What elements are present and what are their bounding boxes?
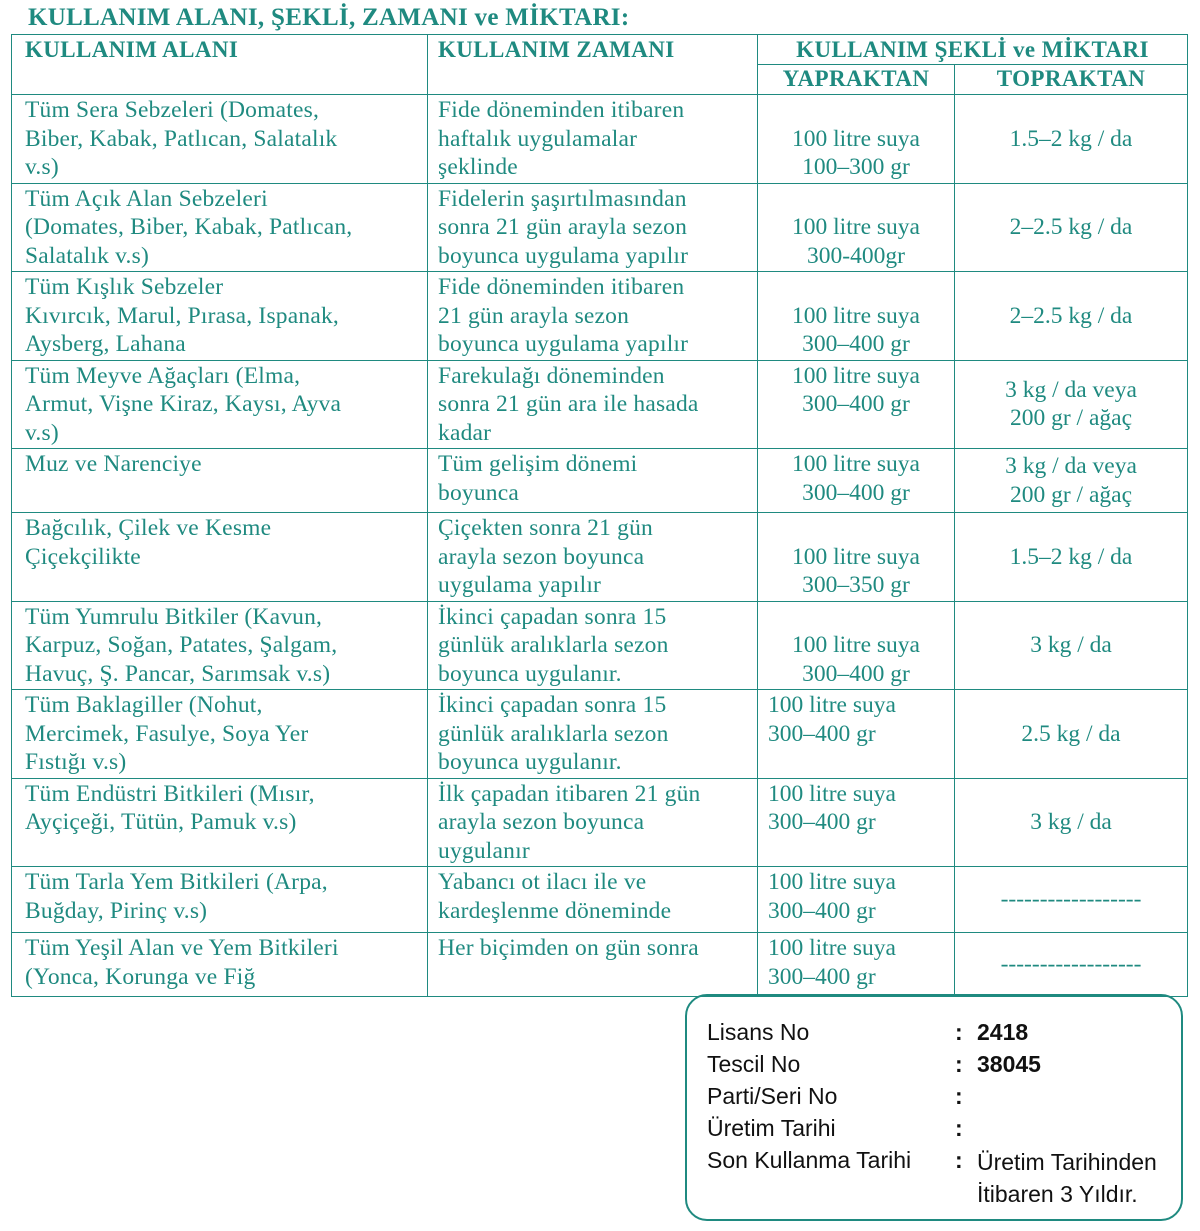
cell-soil-dose: 1.5–2 kg / da (955, 513, 1188, 602)
cell-usage-time: Yabancı ot ilacı ile ve kardeşlenme döneminde (428, 867, 758, 933)
cell-usage-time: Fide döneminden itibaren haftalık uygulamalar şeklinde (428, 95, 758, 184)
cell-usage-time: Fide döneminden itibaren 21 gün arayla sezon boyunca uygulama yapılır (428, 272, 758, 361)
cell-leaf-dose: 100 litre suya 300–400 gr (758, 272, 955, 361)
table-row (12, 183, 1188, 272)
table-body (12, 95, 1188, 997)
table-row (12, 360, 1188, 449)
cell-leaf-dose: 100 litre suya 300–400 gr (758, 690, 955, 779)
license-colon: : (955, 1115, 963, 1141)
cell-usage-time: İlk çapadan itibaren 21 gün arayla sezon boyunca uygulanır (428, 778, 758, 867)
table-row (12, 449, 1188, 513)
cell-soil-dose: 3 kg / da veya 200 gr / ağaç (955, 360, 1188, 449)
table-row (12, 690, 1188, 779)
table-row (12, 867, 1188, 933)
table-header (12, 35, 1188, 95)
cell-usage-area: Tüm Meyve Ağaçları (Elma, Armut, Vişne Kiraz, Kaysı, Ayva v.s) (12, 360, 428, 449)
license-label: Lisans No (707, 1019, 810, 1045)
license-value: 38045 (977, 1051, 1041, 1077)
table-row (12, 778, 1188, 867)
cell-usage-area: Tüm Sera Sebzeleri (Domates, Biber, Kabak, Patlıcan, Salatalık v.s) (12, 95, 428, 184)
header-leaf: YAPRAKTAN (758, 65, 955, 95)
table-row (12, 513, 1188, 602)
cell-leaf-dose: 100 litre suya 300–400 gr (758, 449, 955, 513)
cell-leaf-dose: 100 litre suya 300–400 gr (758, 933, 955, 997)
cell-usage-time: Farekulağı döneminden sonra 21 gün ara ile hasada kadar (428, 360, 758, 449)
header-usage-method: KULLANIM ŞEKLİ ve MİKTARI (758, 35, 1188, 65)
cell-leaf-dose: 100 litre suya 300–350 gr (758, 513, 955, 602)
cell-soil-dose: 1.5–2 kg / da (955, 95, 1188, 184)
cell-soil-dose: ------------------ (955, 867, 1188, 933)
license-label: Tescil No (707, 1051, 801, 1077)
cell-usage-time: İkinci çapadan sonra 15 günlük aralıklarla sezon boyunca uygulanır. (428, 690, 758, 779)
page-heading: KULLANIM ALANI, ŞEKLİ, ZAMANI ve MİKTARI: (28, 4, 630, 31)
cell-usage-time: Çiçekten sonra 21 gün arayla sezon boyunca uygulama yapılır (428, 513, 758, 602)
license-label: Parti/Seri No (707, 1083, 838, 1109)
cell-soil-dose: 2.5 kg / da (955, 690, 1188, 779)
cell-usage-area: Tüm Yumrulu Bitkiler (Kavun, Karpuz, Soğan, Patates, Şalgam, Havuç, Ş. Pancar, Sarımsak v.s) (12, 601, 428, 690)
cell-usage-area: Tüm Açık Alan Sebzeleri (Domates, Biber, Kabak, Patlıcan, Salatalık v.s) (12, 183, 428, 272)
cell-usage-time: Tüm gelişim dönemi boyunca (428, 449, 758, 513)
license-value: 2418 (977, 1019, 1029, 1045)
cell-soil-dose: ------------------ (955, 933, 1188, 997)
cell-usage-area: Tüm Tarla Yem Bitkileri (Arpa, Buğday, Pirinç v.s) (12, 867, 428, 933)
license-info-box (685, 994, 1183, 1221)
cell-usage-area: Tüm Endüstri Bitkileri (Mısır, Ayçiçeği, Tütün, Pamuk v.s) (12, 778, 428, 867)
cell-usage-time: İkinci çapadan sonra 15 günlük aralıklarla sezon boyunca uygulanır. (428, 601, 758, 690)
cell-leaf-dose: 100 litre suya 300–400 gr (758, 360, 955, 449)
usage-table (11, 34, 1188, 997)
license-colon: : (955, 1019, 963, 1045)
license-label: Üretim Tarihi (707, 1115, 836, 1141)
cell-usage-area: Tüm Kışlık Sebzeler Kıvırcık, Marul, Pırasa, Ispanak, Aysberg, Lahana (12, 272, 428, 361)
cell-leaf-dose: 100 litre suya 300–400 gr (758, 601, 955, 690)
cell-usage-area: Muz ve Narenciye (12, 449, 428, 513)
license-label: Son Kullanma Tarihi (707, 1147, 912, 1173)
cell-usage-area: Tüm Yeşil Alan ve Yem Bitkileri (Yonca, Korunga ve Fiğ (12, 933, 428, 997)
cell-soil-dose: 2–2.5 kg / da (955, 272, 1188, 361)
header-usage-time: KULLANIM ZAMANI (428, 35, 758, 95)
cell-leaf-dose: 100 litre suya 300–400 gr (758, 778, 955, 867)
cell-usage-area: Tüm Baklagiller (Nohut, Mercimek, Fasulye, Soya Yer Fıstığı v.s) (12, 690, 428, 779)
cell-soil-dose: 3 kg / da (955, 778, 1188, 867)
license-value: Üretim Tarihinden İtibaren 3 Yıldır. (977, 1149, 1157, 1207)
cell-usage-area: Bağcılık, Çilek ve Kesme Çiçekçilikte (12, 513, 428, 602)
cell-soil-dose: 3 kg / da (955, 601, 1188, 690)
cell-leaf-dose: 100 litre suya 100–300 gr (758, 95, 955, 184)
license-colon: : (955, 1051, 963, 1077)
table-row (12, 601, 1188, 690)
license-colon: : (955, 1147, 963, 1173)
cell-leaf-dose: 100 litre suya 300-400gr (758, 183, 955, 272)
cell-soil-dose: 3 kg / da veya 200 gr / ağaç (955, 449, 1188, 513)
license-colon: : (955, 1083, 963, 1109)
table-row (12, 933, 1188, 997)
cell-soil-dose: 2–2.5 kg / da (955, 183, 1188, 272)
cell-leaf-dose: 100 litre suya 300–400 gr (758, 867, 955, 933)
table-row (12, 272, 1188, 361)
header-usage-area: KULLANIM ALANI (12, 35, 428, 95)
header-soil: TOPRAKTAN (955, 65, 1188, 95)
cell-usage-time: Fidelerin şaşırtılmasından sonra 21 gün arayla sezon boyunca uygulama yapılır (428, 183, 758, 272)
cell-usage-time: Her biçimden on gün sonra (428, 933, 758, 997)
table-row (12, 95, 1188, 184)
